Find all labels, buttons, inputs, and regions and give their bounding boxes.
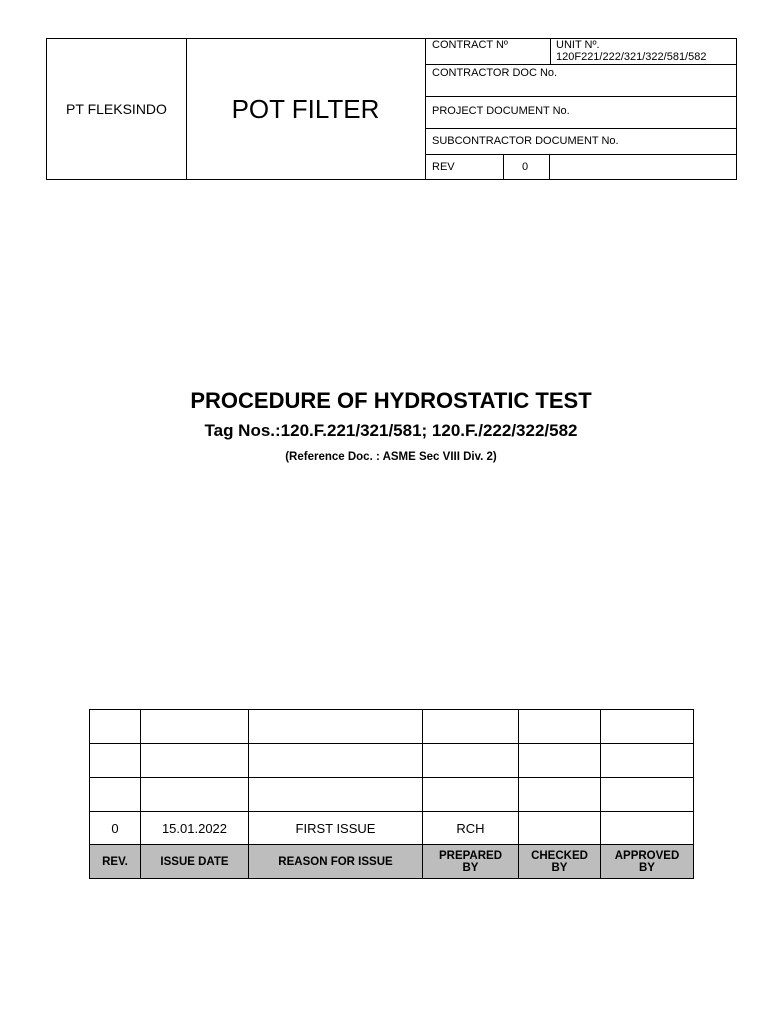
table-cell xyxy=(423,744,519,778)
table-cell xyxy=(249,744,423,778)
table-cell xyxy=(519,778,601,812)
table-cell xyxy=(249,710,423,744)
rev-header: REV. xyxy=(90,845,141,879)
header-divider xyxy=(425,38,426,180)
header-divider xyxy=(549,154,550,180)
table-cell xyxy=(519,710,601,744)
table-cell xyxy=(601,778,694,812)
rev-cell: 0 xyxy=(90,812,141,845)
table-cell xyxy=(519,744,601,778)
project-doc-label: PROJECT DOCUMENT No. xyxy=(432,105,570,117)
header-divider xyxy=(425,128,737,129)
header-divider xyxy=(425,64,737,65)
reason-cell: FIRST ISSUE xyxy=(249,812,423,845)
approved-header-line2: BY xyxy=(639,861,655,874)
header-divider xyxy=(503,154,504,180)
table-cell xyxy=(141,710,249,744)
rev-value: 0 xyxy=(522,161,529,173)
table-cell xyxy=(601,744,694,778)
contract-number-label: CONTRACT Nº xyxy=(432,39,508,51)
company-name: PT FLEKSINDO xyxy=(66,101,167,117)
table-cell xyxy=(423,778,519,812)
approved-header-line1: APPROVED xyxy=(614,849,680,862)
document-title: PROCEDURE OF HYDROSTATIC TEST xyxy=(190,388,592,413)
table-cell xyxy=(141,778,249,812)
subcontractor-doc-label: SUBCONTRACTOR DOCUMENT No. xyxy=(432,135,619,147)
checked-by-header xyxy=(519,845,601,879)
table-cell xyxy=(141,744,249,778)
checked-by-cell xyxy=(519,812,601,845)
tag-numbers: Tag Nos.:120.F.221/321/581; 120.F./222/322/582 xyxy=(204,421,578,440)
table-cell xyxy=(90,778,141,812)
checked-header-line1: CHECKED xyxy=(531,849,588,862)
table-row xyxy=(90,778,694,812)
issue-date-cell: 15.01.2022 xyxy=(141,812,249,845)
header-divider xyxy=(425,96,737,97)
table-row xyxy=(90,744,694,778)
unit-number-value: 120F221/222/321/322/581/582 xyxy=(556,51,707,63)
table-header-row xyxy=(90,845,694,879)
issue-date-header: ISSUE DATE xyxy=(141,845,249,879)
reason-header: REASON FOR ISSUE xyxy=(249,845,423,879)
rev-label: REV xyxy=(432,161,455,173)
unit-number-label: UNIT Nº. xyxy=(556,39,600,51)
header-title: POT FILTER xyxy=(231,93,380,124)
revision-table xyxy=(89,709,694,879)
prepared-by-header xyxy=(423,845,519,879)
checked-header-line2: BY xyxy=(551,861,568,874)
approved-by-cell xyxy=(601,812,694,845)
approved-by-header xyxy=(601,845,694,879)
table-cell xyxy=(90,710,141,744)
reference-document: (Reference Doc. : ASME Sec VIII Div. 2) xyxy=(285,451,497,463)
table-cell xyxy=(249,778,423,812)
table-cell xyxy=(601,710,694,744)
table-row xyxy=(90,710,694,744)
prepared-header-line2: BY xyxy=(462,861,479,874)
header-divider xyxy=(425,154,737,155)
table-cell xyxy=(423,710,519,744)
table-cell xyxy=(90,744,141,778)
header-divider xyxy=(550,38,551,64)
table-row xyxy=(90,812,694,845)
prepared-header-line1: PREPARED xyxy=(438,849,503,862)
prepared-by-cell: RCH xyxy=(423,812,519,845)
contractor-doc-label: CONTRACTOR DOC No. xyxy=(432,67,558,79)
